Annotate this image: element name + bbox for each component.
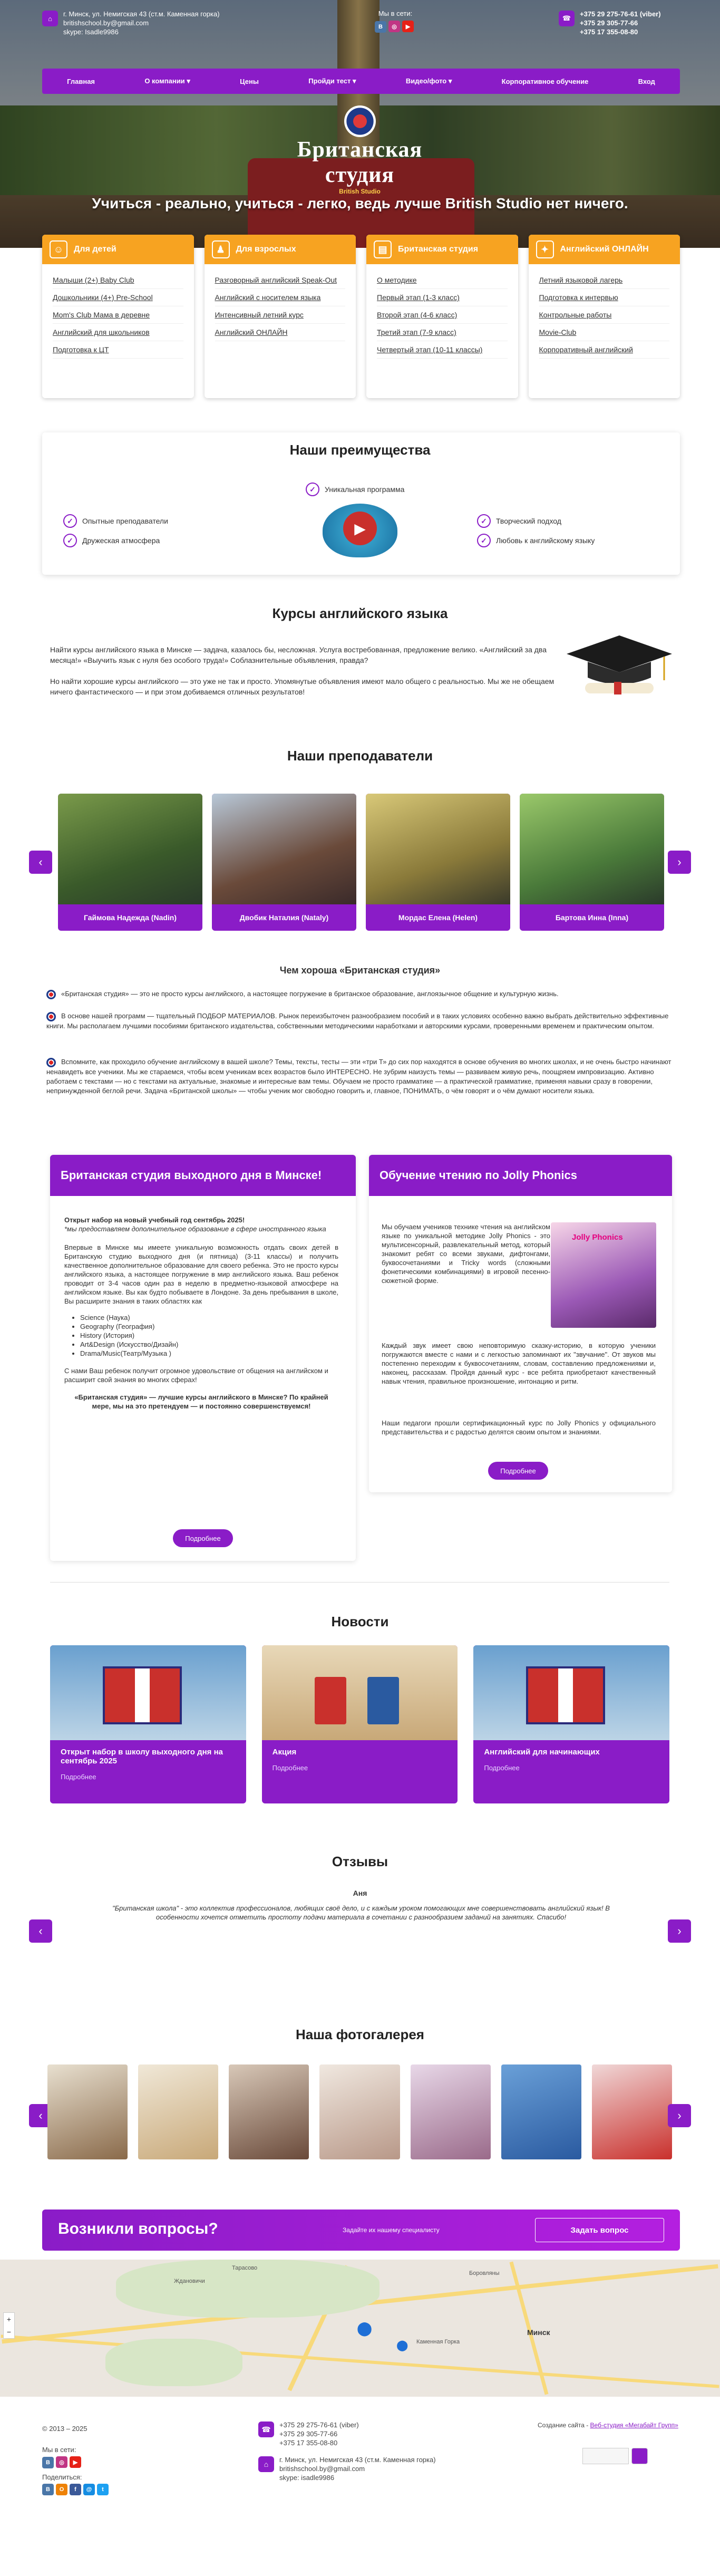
card-title[interactable]: Английский ОНЛАЙН xyxy=(560,245,649,254)
teacher-card[interactable] xyxy=(212,794,356,931)
news-card[interactable] xyxy=(473,1645,669,1803)
news-card-title: Английский для начинающих xyxy=(484,1748,600,1757)
share-ok-icon[interactable]: О xyxy=(56,2484,67,2495)
courses-paragraph: Но найти хорошие курсы английского — это уже не так и просто. Упомянутые объявления имеют мало общего с реальностью. Мы же не обещаем ничего фантастического — и при этом добиваемся отличных результатов! xyxy=(50,677,554,696)
card-link[interactable]: Малыши (2+) Baby Club xyxy=(53,272,183,289)
card-adults xyxy=(205,235,356,398)
card-link[interactable]: Подготовка к интервью xyxy=(539,289,670,306)
promo-title: Обучение чтению по Jolly Phonics xyxy=(369,1155,672,1196)
chevron-left-icon: ‹ xyxy=(38,2109,43,2122)
jolly-photo-label: Jolly Phonics xyxy=(572,1233,623,1242)
chevron-left-icon: ‹ xyxy=(38,1924,43,1937)
questions-banner xyxy=(42,2210,680,2251)
chevron-right-icon: › xyxy=(677,2109,682,2122)
teacher-name: Бартова Инна (Inna) xyxy=(555,913,629,922)
card-link[interactable]: Второй этап (4-6 класс) xyxy=(377,306,508,324)
card-link[interactable]: Разговорный английский Speak-Out xyxy=(215,272,346,289)
header-skype: skype: Isadle9986 xyxy=(63,28,119,36)
uk-flag-icon xyxy=(46,1058,56,1067)
header-social-label: Мы в сети: xyxy=(378,9,413,17)
footer-email[interactable]: britishschool.by@gmail.com xyxy=(279,2465,365,2473)
news-more-link[interactable]: Подробнее xyxy=(272,1764,308,1772)
map-pin-icon[interactable]: ⬤ xyxy=(357,2320,373,2336)
ask-question-button[interactable]: Задать вопрос xyxy=(535,2218,664,2242)
check-icon: ✓ xyxy=(306,483,319,496)
why-paragraph: В основе нашей программ — тщательный ПОДБОР МАТЕРИАЛОВ. Рынок переизбыточен разнообразием пособий и в таких условиях особенно важно выбрать действительно эффективные книги. Мы располагаем лучшими пособиями британского издательства, собственными методическими наработками и авторскими курсами, проверенными временем и практическим опытом. xyxy=(46,1012,669,1030)
cta-title: Возникли вопросы? xyxy=(58,2220,218,2237)
card-link[interactable]: Подготовка к ЦТ xyxy=(53,341,183,359)
map-label: Тарасово xyxy=(232,2265,258,2271)
news-image-london xyxy=(50,1645,246,1740)
made-by-link[interactable]: Веб-студия «Мегабайт Групп» xyxy=(590,2421,678,2429)
play-icon[interactable]: ▶ xyxy=(343,512,377,545)
counter-logo-icon xyxy=(631,2448,648,2464)
promo-quote: «Британская студия» — лучшие курсы английского в Минске? По крайней мере, мы на это претендуем — и постоянно совершенствуемся! xyxy=(74,1393,328,1410)
promo-left-body xyxy=(64,1215,338,1411)
location-icon: ⌂ xyxy=(258,2456,274,2472)
teacher-name: Двобик Наталия (Natalу) xyxy=(239,913,329,922)
news-card[interactable] xyxy=(262,1645,458,1803)
header-phone-1[interactable]: +375 29 275-76-61 (viber) xyxy=(580,10,661,18)
map-zoom-control[interactable]: + − xyxy=(3,2312,15,2339)
card-link[interactable]: Mom's Club Мама в деревне xyxy=(53,306,183,324)
subject-item: • Drama/Music(Театр/Музыка ) xyxy=(80,1349,338,1358)
news-title: Новости xyxy=(331,1614,389,1629)
review-text: "Британская школа" - это коллектив профессионалов, любящих своё дело, и с каждым уроком помогающих мне совершенствовать английский язык! В особенности хочется отметить простоту подачи материала в сочетании с разнообразием заданий на занятиях. Спасибо! xyxy=(112,1904,610,1921)
news-more-link[interactable]: Подробнее xyxy=(61,1773,96,1781)
gallery-photo[interactable] xyxy=(319,2064,400,2159)
news-image-phonebox xyxy=(262,1645,458,1740)
phone-icon: ☎ xyxy=(559,11,575,26)
cta-subtitle: Задайте их нашему специалисту xyxy=(343,2226,440,2234)
footer-phone-2[interactable]: +375 29 305-77-66 xyxy=(279,2430,338,2438)
jolly-phonics-photo xyxy=(551,1222,656,1328)
promo-lead: Открыт набор на новый учебный год сентябрь 2025! xyxy=(64,1216,245,1224)
uk-flag-icon xyxy=(46,1012,56,1021)
advantage-item: ✓ Уникальная программа xyxy=(306,483,404,496)
teacher-photo xyxy=(58,794,202,904)
teachers-title: Наши преподаватели xyxy=(287,748,433,764)
gallery-photo[interactable] xyxy=(501,2064,581,2159)
nav-prices[interactable]: Цены xyxy=(240,77,259,85)
header-address: г. Минск, ул. Немигская 43 (ст.м. Каменная горка) xyxy=(63,10,220,18)
card-link[interactable]: О методике xyxy=(377,272,508,289)
nav-test[interactable]: Пройди тест ▾ xyxy=(308,77,356,85)
youtube-icon[interactable]: ▶ xyxy=(70,2456,81,2468)
header-phone-2[interactable]: +375 29 305-77-66 xyxy=(580,19,638,27)
made-by-label: Создание сайта - xyxy=(538,2421,589,2429)
site-logo[interactable] xyxy=(261,105,459,195)
site-footer xyxy=(0,2415,720,2576)
footer-phone-3[interactable]: +375 17 355-08-80 xyxy=(279,2439,338,2447)
teacher-name: Мордас Елена (Helen) xyxy=(398,913,478,922)
why-paragraph: Вспомните, как проходило обучение английскому в вашей школе? Темы, тексты, тесты — эти «три Т» до сих пор находятся в основе обучения во многих школах, и не очень быстро начинают ненавидеть все ученики. Мы же стараемся, чтобы всем ученикам всех возрастов было ИНТЕРЕСНО. Не зубрим наизусть темы — развиваем живую речь, поощряем импровизацию. Активно работаем с текстами — но с текстами на актуальные, знакомые и интересные вам темы. Обучаем не просто грамматике — а практической грамматике, применяя навыки сразу в говорении, непринужденной беглой речи. Задача «Британской школы» — чтобы ученик мог свободно говорить и, главное, ПОНИМАТЬ, о чём говорят и о чём думают носители языка. xyxy=(46,1058,672,1095)
card-link[interactable]: Летний языковой лагерь xyxy=(539,272,670,289)
card-link[interactable]: Четвертый этап (10-11 классы) xyxy=(377,341,508,359)
subject-item: • Art&Design (Искусство/Дизайн) xyxy=(80,1340,338,1349)
reviews-next-button[interactable] xyxy=(668,1919,691,1943)
card-link[interactable]: Первый этап (1-3 класс) xyxy=(377,289,508,306)
counter-badge xyxy=(582,2448,629,2464)
check-icon: ✓ xyxy=(63,534,77,547)
teacher-card[interactable] xyxy=(366,794,510,931)
why-title: Чем хороша «Британская студия» xyxy=(279,965,441,976)
uk-flag-icon xyxy=(46,990,56,999)
subject-item: • Geography (География) xyxy=(80,1322,338,1331)
card-link[interactable]: Дошкольники (4+) Pre-School xyxy=(53,289,183,306)
teachers-next-button[interactable] xyxy=(668,851,691,874)
card-kids xyxy=(42,235,194,398)
card-link[interactable]: Третий этап (7-9 класс) xyxy=(377,324,508,341)
gallery-title: Наша фотогалерея xyxy=(296,2027,424,2042)
gallery-photo[interactable] xyxy=(138,2064,218,2159)
teacher-name: Гаймова Надежда (Nadin) xyxy=(83,913,177,922)
chevron-right-icon: › xyxy=(677,855,682,869)
footer-copyright: © 2013 – 2025 xyxy=(42,2425,87,2433)
subject-item: • Science (Наука) xyxy=(80,1313,338,1322)
suitcase-image xyxy=(103,1666,182,1724)
teacher-card[interactable] xyxy=(58,794,202,931)
share-facebook-icon[interactable]: f xyxy=(70,2484,81,2495)
instagram-icon[interactable]: ◎ xyxy=(388,21,400,32)
category-cards xyxy=(42,235,680,398)
why-paragraph: «Британская студия» — это не просто курсы английского, а настоящее погружение в британское образование, англоязычное общение и культурную жизнь. xyxy=(46,989,679,999)
chevron-right-icon: › xyxy=(677,1924,682,1937)
promo-paragraph: Впервые в Минске мы имеете уникальную возможность отдать своих детей в Британскую студию выходного дня (и пятница) (3-11 классы) и получить качественное дополнительное образование для своего ребенка. Это не просто курсы английского языка, а настоящее погружение в мир английского языка. Ваш ребенок проводит от 3-4 часов один раз в неделю в предметно-языковой атмосфере на английском языке. Вы как будто побываете в Лондоне. За день пребывания в школе, Вы расширите знания в таких областях как xyxy=(64,1243,338,1305)
card-link[interactable]: Английский с носителем языка xyxy=(215,289,346,306)
map-label: Минск xyxy=(527,2328,550,2337)
card-link[interactable]: Корпоративный английский xyxy=(539,341,670,359)
top-bar xyxy=(42,7,680,55)
teachers-carousel xyxy=(58,794,664,931)
jolly-paragraph: Наши педагоги прошли сертификационный курс по Jolly Phonics у официального представительства и с радостью делятся своим опытом и знаниями. xyxy=(382,1419,656,1436)
card-link[interactable]: Английский для школьников xyxy=(53,324,183,341)
courses-title: Курсы английского языка xyxy=(272,605,448,621)
nav-about[interactable]: О компании ▾ xyxy=(144,77,190,85)
header-phone-3[interactable]: +375 17 355-08-80 xyxy=(580,28,638,36)
news-list xyxy=(50,1645,669,1803)
graduation-cap-icon xyxy=(564,633,675,696)
online-icon: ✦ xyxy=(536,240,554,258)
header-email[interactable]: britishschool.by@gmail.com xyxy=(63,19,149,27)
news-card-title: Открыт набор в школу выходного дня на сентябрь 2025 xyxy=(61,1748,223,1765)
map-label: Каменная Горка xyxy=(416,2339,460,2345)
news-card[interactable] xyxy=(50,1645,246,1803)
share-mail-icon[interactable]: @ xyxy=(83,2484,95,2495)
footer-skype: skype: isadle9986 xyxy=(279,2474,335,2482)
youtube-icon[interactable]: ▶ xyxy=(402,21,414,32)
hero-slogan: Учиться - реально, учиться - легко, ведь лучше British Studio нет ничего. xyxy=(92,195,628,211)
card-title[interactable]: Для детей xyxy=(74,245,116,254)
photo-gallery xyxy=(47,2064,672,2159)
phone-icon: ☎ xyxy=(258,2421,274,2437)
divider xyxy=(50,1582,669,1583)
promo-right-more-button[interactable]: Подробнее xyxy=(488,1462,548,1480)
promo-title: Британская студия выходного дня в Минске! xyxy=(50,1155,356,1196)
check-icon: ✓ xyxy=(63,514,77,528)
nav-corporate[interactable]: Корпоративное обучение xyxy=(501,77,589,85)
gallery-photo[interactable] xyxy=(229,2064,309,2159)
vk-icon[interactable]: В xyxy=(42,2457,54,2468)
instagram-icon[interactable]: ◎ xyxy=(56,2456,67,2468)
card-studio xyxy=(366,235,518,398)
card-link[interactable]: Контрольные работы xyxy=(539,306,670,324)
gallery-photo[interactable] xyxy=(411,2064,491,2159)
chevron-down-icon: ▾ xyxy=(187,77,190,85)
footer-phone-1[interactable]: +375 29 275-76-61 (viber) xyxy=(279,2421,359,2429)
share-twitter-icon[interactable]: t xyxy=(97,2484,109,2495)
map-label: Ждановичи xyxy=(174,2278,205,2284)
card-link[interactable]: Интенсивный летний курс xyxy=(215,306,346,324)
card-title[interactable]: Для взрослых xyxy=(236,245,296,254)
logo-subtitle: British Studio xyxy=(339,188,381,195)
advantage-item: ✓ Дружеская атмосфера xyxy=(63,534,160,547)
card-title[interactable]: Британская студия xyxy=(398,245,479,254)
promo-note: *мы предоставляем дополнительное образование в сфере иностранного языка xyxy=(64,1225,326,1233)
child-icon: ☺ xyxy=(50,240,67,258)
share-vk-icon[interactable]: В xyxy=(42,2484,54,2495)
gallery-photo[interactable] xyxy=(592,2064,672,2159)
jolly-paragraph: Каждый звук имеет свою неповторимую сказку-историю, в которую ученики погружаются вместе с нами и с легкостью запоминают их "звучание". От звуков мы постепенно переходим к буквосочетаниям, словам, составлению предложениями и, наконец, рассказам. Пройдя данный курс - все ребята приобретают качественный навык чтения, правильное произношение, интонацию и ритм. xyxy=(382,1342,656,1385)
promo-paragraph: С нами Ваш ребенок получит огромное удовольствие от общения на английском и расширит свой знания во многих сферах! xyxy=(64,1367,328,1384)
card-online xyxy=(529,235,680,398)
reviews-prev-button[interactable] xyxy=(29,1919,52,1943)
advantage-item: ✓ Опытные преподаватели xyxy=(63,514,168,528)
adult-icon: ♟ xyxy=(212,240,230,258)
check-icon: ✓ xyxy=(477,534,491,547)
courses-paragraph: Найти курсы английского языка в Минске — задача, казалось бы, несложная. Услуга востребованная, предложение велико. «Английский за два месяца!» «Выучить язык с нуля без особого труда!» Соблазнительные объявления, правда? xyxy=(50,645,547,664)
review-author: Аня xyxy=(353,1889,367,1897)
building-icon: ▤ xyxy=(374,240,392,258)
card-link[interactable]: Английский ОНЛАЙН xyxy=(215,324,346,341)
main-nav xyxy=(42,69,680,94)
check-icon: ✓ xyxy=(477,514,491,528)
jolly-paragraph: Мы обучаем учеников технике чтения на английском языке по уникальной методике Jolly Phonics - это мультисенсорный, развлекательный метод, который знакомит ребят со всеми звуками, дифтонгами, буквосочетаниями и Tricky words (сложными фонетическими комбинациями) в игровой песенно-сюжетной форме. xyxy=(382,1223,550,1285)
phone-box-image xyxy=(315,1677,346,1724)
advantage-item: ✓ Любовь к английскому языку xyxy=(477,534,595,547)
logo-emblem-icon xyxy=(344,105,376,137)
footer-share-label: Поделиться: xyxy=(42,2473,82,2481)
nav-home[interactable]: Главная xyxy=(67,77,95,85)
advantage-item: ✓ Творческий подход xyxy=(477,514,561,528)
teachers-prev-button[interactable] xyxy=(29,851,52,874)
chevron-down-icon: ▾ xyxy=(448,77,452,85)
gallery-next-button[interactable] xyxy=(668,2104,691,2127)
teacher-card[interactable] xyxy=(520,794,664,931)
promo-left-more-button[interactable]: Подробнее xyxy=(173,1529,233,1547)
map-pin-icon[interactable]: ⬤ xyxy=(396,2340,408,2351)
news-more-link[interactable]: Подробнее xyxy=(484,1764,520,1772)
footer-social-label: Мы в сети: xyxy=(42,2446,76,2454)
logo-title: Британская студия xyxy=(297,138,423,187)
suitcase-image xyxy=(526,1666,605,1724)
news-image-london xyxy=(473,1645,669,1740)
teacher-photo xyxy=(212,794,356,904)
reviews-title: Отзывы xyxy=(332,1854,388,1869)
teacher-photo xyxy=(520,794,664,904)
subject-item: • History (История) xyxy=(80,1331,338,1340)
card-link[interactable]: Movie-Club xyxy=(539,324,670,341)
news-card-title: Акция xyxy=(272,1748,297,1757)
advantages-title: Наши преимущества xyxy=(289,442,431,458)
vk-icon[interactable]: В xyxy=(375,21,386,33)
nav-login[interactable]: Вход xyxy=(638,77,655,85)
teacher-photo xyxy=(366,794,510,904)
chevron-left-icon: ‹ xyxy=(38,855,43,869)
nav-video[interactable]: Видео/фото ▾ xyxy=(405,77,452,85)
location-icon: ⌂ xyxy=(42,11,58,26)
gallery-photo[interactable] xyxy=(47,2064,128,2159)
map-label: Боровляны xyxy=(469,2270,500,2276)
chevron-down-icon: ▾ xyxy=(353,77,356,85)
location-map[interactable] xyxy=(0,2260,720,2397)
footer-address: г. Минск, ул. Немигская 43 (ст.м. Каменная горка) xyxy=(279,2456,436,2464)
